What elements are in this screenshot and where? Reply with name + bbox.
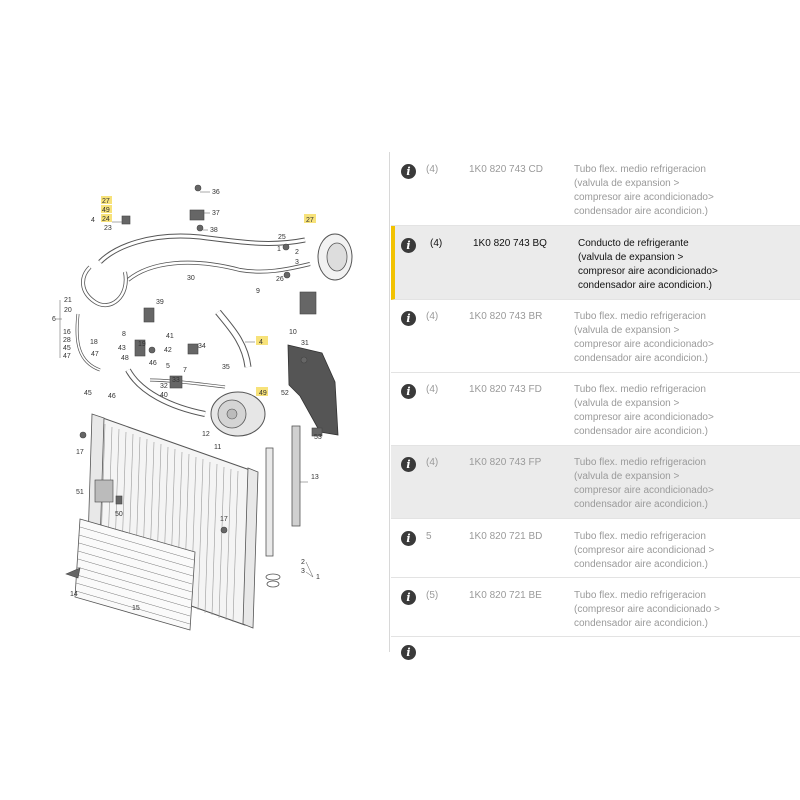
callout-32: 32 [160,383,168,390]
callout-1b: 1 [316,574,320,581]
info-icon[interactable]: i [401,531,416,546]
callout-4: 4 [91,217,95,224]
info-icon[interactable]: i [401,238,416,253]
part-number[interactable]: 1K0 820 743 FD [469,384,542,395]
callout-43: 43 [118,345,126,352]
callout-46b: 46 [108,393,116,400]
callout-24: 24 [102,216,110,223]
callout-48: 48 [121,355,129,362]
part-description [574,589,794,631]
callout-26: 26 [276,276,284,283]
callout-17b: 17 [220,516,228,523]
desc-line: (compresor aire acondicionado > [574,604,720,615]
callout-11: 11 [214,444,222,451]
desc-line: condensador aire acondicion.) [574,353,708,364]
callout-42: 42 [164,347,172,354]
part-number[interactable]: 1K0 820 721 BD [469,531,543,542]
info-icon[interactable]: i [401,590,416,605]
highlighted-callouts [101,196,316,396]
callout-14: 14 [70,591,78,598]
desc-line: compresor aire acondicionado> [574,192,714,203]
part-number[interactable]: 1K0 820 721 BE [469,590,542,601]
callout-52: 52 [281,390,289,397]
desc-line: compresor aire acondicionado> [574,485,714,496]
callout-20: 20 [64,307,72,314]
callout-47: 47 [63,353,71,360]
desc-line: Conducto de refrigerante [578,238,689,249]
callout-49b: 49 [259,390,267,397]
seal-strip [292,426,300,526]
callout-17: 17 [76,449,84,456]
desc-line: condensador aire acondicion.) [574,559,708,570]
callout-25: 25 [278,234,286,241]
quantity: (4) [430,238,443,249]
callout-27: 27 [102,198,110,205]
parts-list-row-partial [391,637,800,659]
callout-46: 46 [149,360,157,367]
desc-line: Tubo flex. medio refrigeracion [574,457,706,468]
part-description [574,530,794,572]
quantity: (4) [426,384,439,395]
callout-2: 2 [295,249,299,256]
refrigerant-lines [77,236,310,414]
parts-list-row-selected[interactable] [391,226,800,300]
quantity: (4) [426,311,439,322]
callout-5: 5 [166,363,170,370]
parts-diagram [0,152,390,647]
part-number[interactable]: 1K0 820 743 CD [469,164,543,175]
expansion-valve [318,234,352,280]
ac-system-exploded-diagram [0,152,390,647]
callout-39: 39 [156,299,164,306]
desc-line: condensador aire acondicion.) [574,499,708,510]
part-number[interactable]: 1K0 820 743 BR [469,311,543,322]
callout-19: 19 [138,341,146,348]
part-description [574,310,794,366]
quantity: (5) [426,590,439,601]
desc-line: (valvula de expansion > [574,178,680,189]
callout-13: 13 [311,474,319,481]
info-icon[interactable]: i [401,457,416,472]
desc-line: compresor aire acondicionado> [578,266,718,277]
part-description [574,383,794,439]
info-icon[interactable]: i [401,384,416,399]
part-number[interactable]: 1K0 820 743 FP [469,457,542,468]
quantity: 5 [426,531,432,542]
callout-2b: 2 [301,559,305,566]
callout-33: 33 [172,377,180,384]
desc-line: Tubo flex. medio refrigeracion [574,311,706,322]
callout-45b: 45 [84,390,92,397]
heat-shield-bracket [288,345,338,435]
callout-15: 15 [132,605,140,612]
desc-line: Tubo flex. medio refrigeracion [574,590,706,601]
part-description [578,237,798,293]
callout-30: 30 [187,275,195,282]
desc-line: (valvula de expansion > [574,471,680,482]
info-icon[interactable]: i [401,645,416,660]
parts-list-row[interactable] [391,152,800,226]
callout-31: 31 [301,340,309,347]
callout-18: 18 [90,339,98,346]
callout-51: 51 [76,489,84,496]
callout-50: 50 [115,511,123,518]
callout-37: 37 [212,210,220,217]
desc-line: compresor aire acondicionado> [574,412,714,423]
part-description [574,456,794,512]
desc-line: Tubo flex. medio refrigeracion [574,384,706,395]
callout-23: 23 [104,225,112,232]
panel-divider [389,152,390,652]
desc-line: condensador aire acondicion.) [578,280,712,291]
callout-35: 35 [222,364,230,371]
parts-list-row[interactable] [391,300,800,373]
callout-16: 16 [63,329,71,336]
callout-28: 28 [63,337,71,344]
callout-12: 12 [202,431,210,438]
callout-7: 7 [183,367,187,374]
callout-4b: 4 [259,339,263,346]
parts-list [391,152,800,659]
callout-41: 41 [166,333,174,340]
callout-9: 9 [256,288,260,295]
callout-53: 53 [314,434,322,441]
callout-3: 3 [295,259,299,266]
info-icon[interactable]: i [401,164,416,179]
callout-47b: 47 [91,351,99,358]
parts-list-row[interactable] [391,373,800,446]
desc-line: (valvula de expansion > [578,252,684,263]
callout-34: 34 [198,343,206,350]
quantity: (4) [426,457,439,468]
callout-3b: 3 [301,568,305,575]
receiver-dryer [266,448,273,556]
parts-list-row[interactable] [391,578,800,637]
compressor [211,392,265,436]
part-description [574,163,794,219]
callout-21: 21 [64,297,72,304]
desc-line: (valvula de expansion > [574,325,680,336]
parts-list-row[interactable] [391,519,800,578]
desc-line: compresor aire acondicionado> [574,339,714,350]
callout-1: 1 [277,246,281,253]
callout-36: 36 [212,189,220,196]
info-icon[interactable]: i [401,311,416,326]
callout-27b: 27 [306,217,314,224]
part-number[interactable]: 1K0 820 743 BQ [473,238,547,249]
callout-40: 40 [160,392,168,399]
callout-45: 45 [63,345,71,352]
desc-line: (compresor aire acondicionad > [574,545,715,556]
desc-line: condensador aire acondicion.) [574,426,708,437]
quantity: (4) [426,164,439,175]
parts-list-row[interactable] [391,446,800,519]
callout-38: 38 [210,227,218,234]
desc-line: condensador aire acondicion.) [574,618,708,629]
callout-8: 8 [122,331,126,338]
desc-line: (valvula de expansion > [574,398,680,409]
desc-line: Tubo flex. medio refrigeracion [574,531,706,542]
desc-line: condensador aire acondicion.) [574,206,708,217]
desc-line: Tubo flex. medio refrigeracion [574,164,706,175]
callout-10: 10 [289,329,297,336]
callout-6: 6 [52,316,56,323]
callout-49: 49 [102,207,110,214]
